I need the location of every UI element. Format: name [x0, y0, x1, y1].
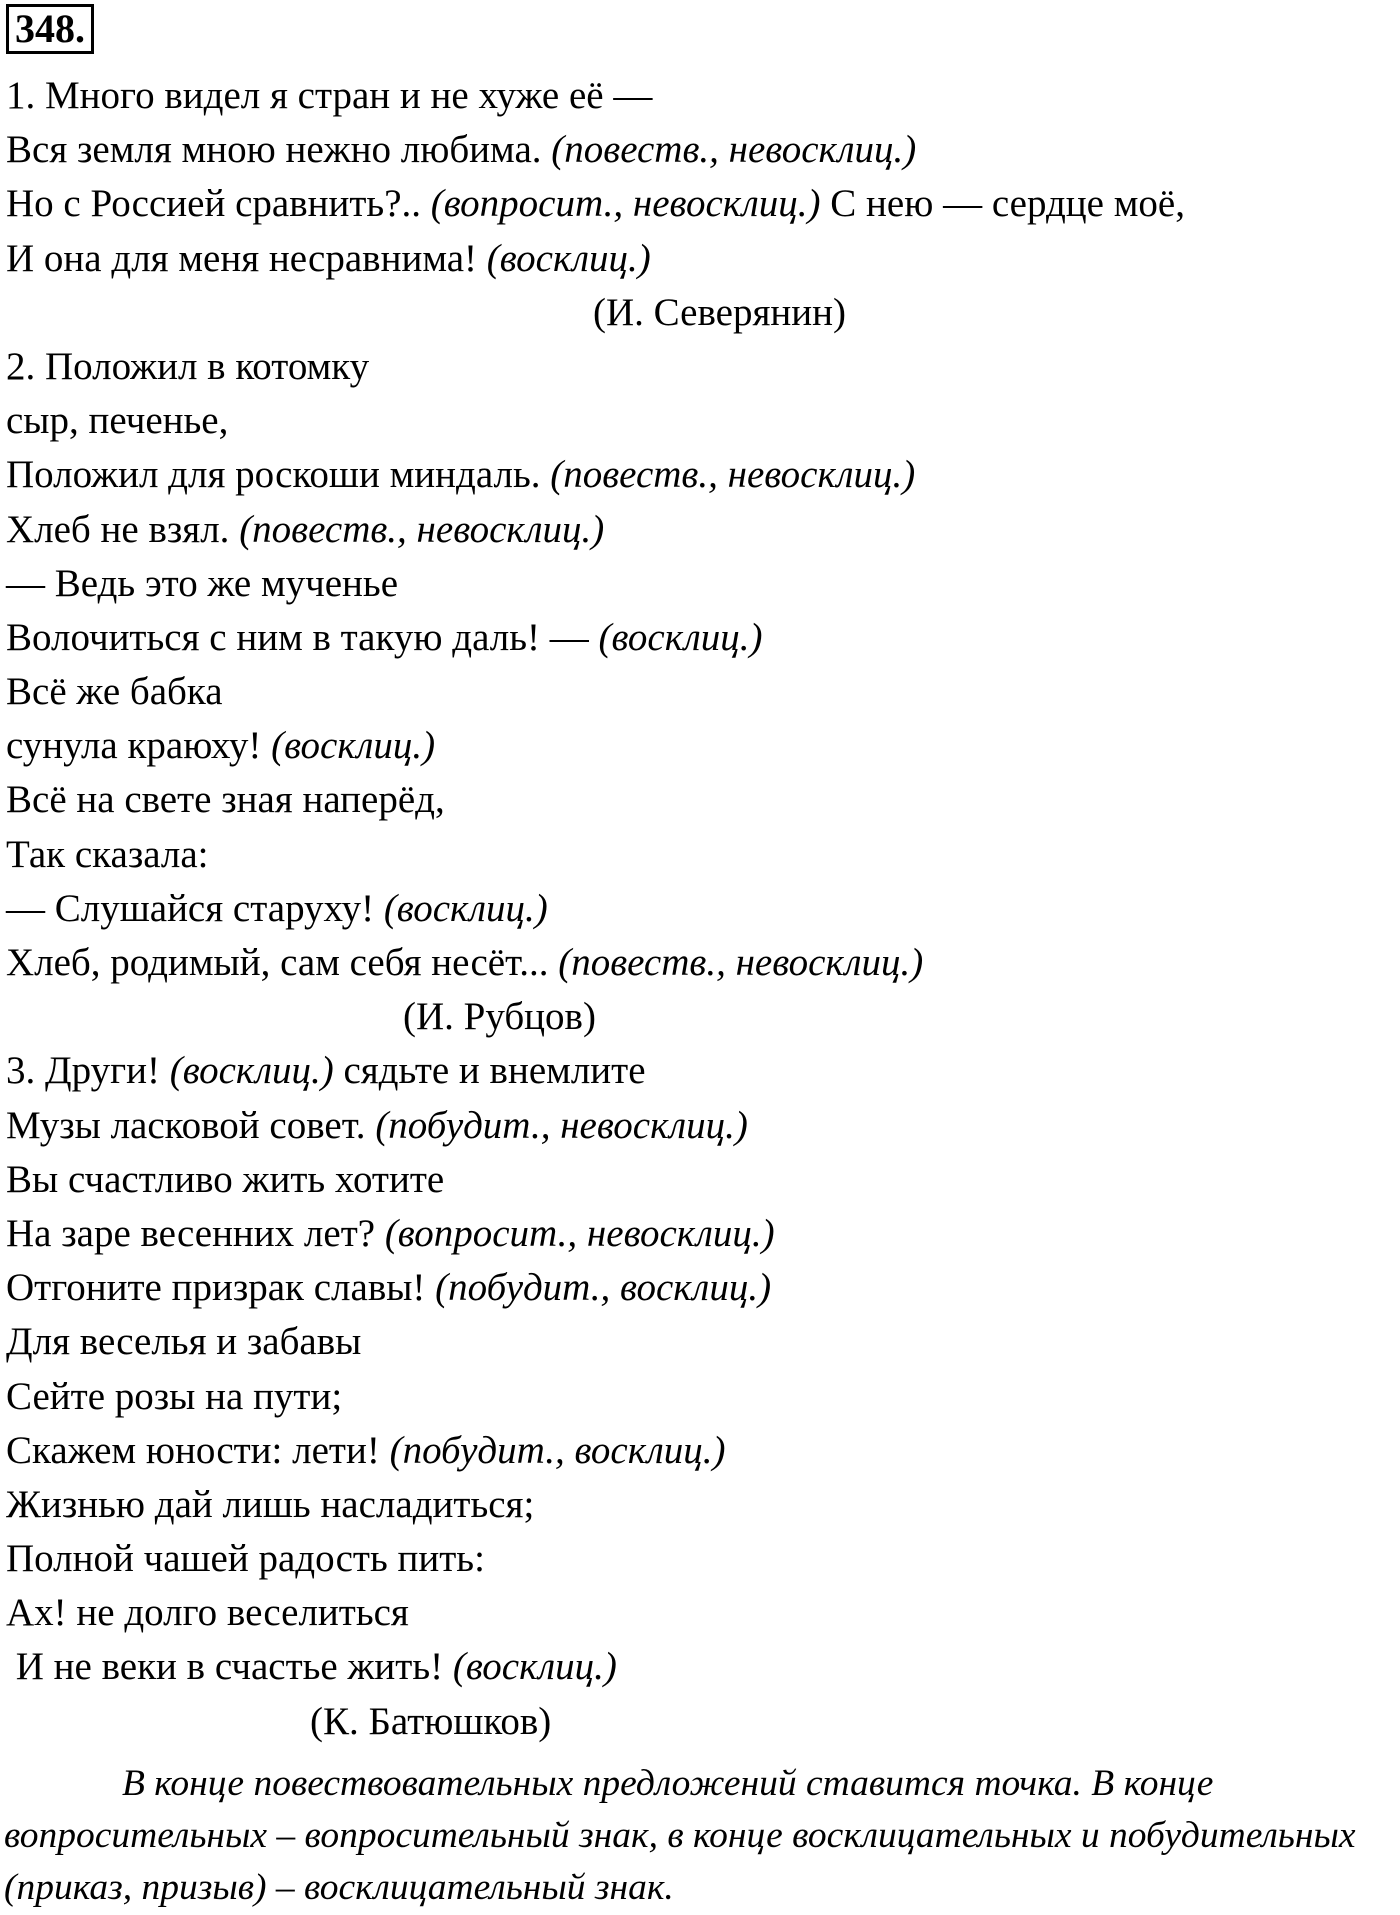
poem-line: Так сказала: [6, 832, 209, 876]
poem-line: И не веки в счастье жить! (восклиц.) [6, 1645, 617, 1689]
poem-line: 1. Много видел я стран и не хуже её — [6, 74, 653, 117]
sentence-type-mark: (восклиц.) [169, 1049, 334, 1093]
sentence-type-mark: (побудит., невосклиц.) [375, 1103, 748, 1147]
exercise-number: 348. [6, 4, 94, 54]
sentence-type-mark: (повеств., невосклиц.) [551, 128, 917, 172]
poem-line: сунула краюху! (восклиц.) [6, 724, 436, 768]
poem-line: Всё же бабка [6, 670, 223, 714]
poem-line: Полной чашей радость пить: [6, 1537, 485, 1581]
sentence-type-mark: (вопросит., невосклиц.) [384, 1211, 775, 1255]
sentence-type-mark: (побудит., восклиц.) [435, 1266, 772, 1310]
poem-line: — Слушайся старуху! (восклиц.) [6, 886, 548, 930]
poem-author: (К. Батюшков) [310, 1699, 552, 1743]
sentence-type-mark: (повеств., невосклиц.) [558, 941, 924, 984]
poem-line: Всё на свете зная наперёд, [6, 778, 445, 822]
poem-line: 2. Положил в котомку [6, 344, 370, 388]
sentence-type-mark: (восклиц.) [598, 615, 763, 659]
poem-author: (И. Рубцов) [403, 995, 596, 1039]
poem-line: Вы счастливо жить хотите [6, 1157, 445, 1201]
sentence-type-mark: (восклиц.) [486, 236, 651, 280]
sentence-type-mark: (восклиц.) [452, 1645, 617, 1689]
poem-line: И она для меня несравнима! (восклиц.) [6, 236, 651, 280]
poem-text [6, 69, 1394, 1749]
poem-line: Волочиться с ним в такую даль! — (восклиц.) [6, 615, 763, 659]
poem-line: Положил для роскоши миндаль. (повеств., невосклиц.) [6, 453, 916, 497]
poem-line: Вся земля мною нежно любима. (повеств., невосклиц.) [6, 128, 917, 172]
poem-line: Музы ласковой совет. (побудит., невосклиц.) [6, 1103, 748, 1147]
poem-line: Сейте розы на пути; [6, 1374, 343, 1418]
sentence-type-mark: (восклиц.) [383, 886, 548, 930]
poem-line: Хлеб не взял. (повеств., невосклиц.) [6, 507, 605, 551]
poem-line: 3. Други! (восклиц.) сядьте и внемлите [6, 1049, 646, 1093]
poem-line: Но с Россией сравнить?.. (вопросит., невосклиц.) С нею — сердце моё, [6, 182, 1185, 226]
poem-line: Скажем юности: лети! (побудит., восклиц.) [6, 1428, 726, 1472]
poem-line: Для веселья и забавы [6, 1320, 362, 1364]
rule-conclusion: В конце повествовательных предложений ставится точка. В конце вопросительных – вопросительный знак, в конце восклицательных и побудительных (приказ, призыв) – восклицательный знак. [4, 1763, 1356, 1908]
poem-line: На заре весенних лет? (вопросит., невосклиц.) [6, 1211, 775, 1255]
poem-line: Отгоните призрак славы! (побудит., восклиц.) [6, 1266, 772, 1310]
poem-line: сыр, печенье, [6, 399, 229, 443]
poem-author: (И. Северянин) [593, 290, 846, 334]
poem-line: — Ведь это же мученье [6, 561, 399, 605]
sentence-type-mark: (побудит., восклиц.) [389, 1428, 726, 1472]
sentence-type-mark: (восклиц.) [271, 724, 436, 768]
sentence-type-mark: (вопросит., невосклиц.) [430, 182, 821, 226]
sentence-type-mark: (повеств., невосклиц.) [550, 453, 916, 497]
poem-line: Жизнью дай лишь насладиться; [6, 1482, 535, 1526]
poem-line: Хлеб, родимый, сам себя несёт... (повеств., невосклиц.) [6, 941, 924, 984]
poem-line: Ах! не долго веселиться [6, 1591, 409, 1635]
sentence-type-mark: (повеств., невосклиц.) [239, 507, 605, 551]
